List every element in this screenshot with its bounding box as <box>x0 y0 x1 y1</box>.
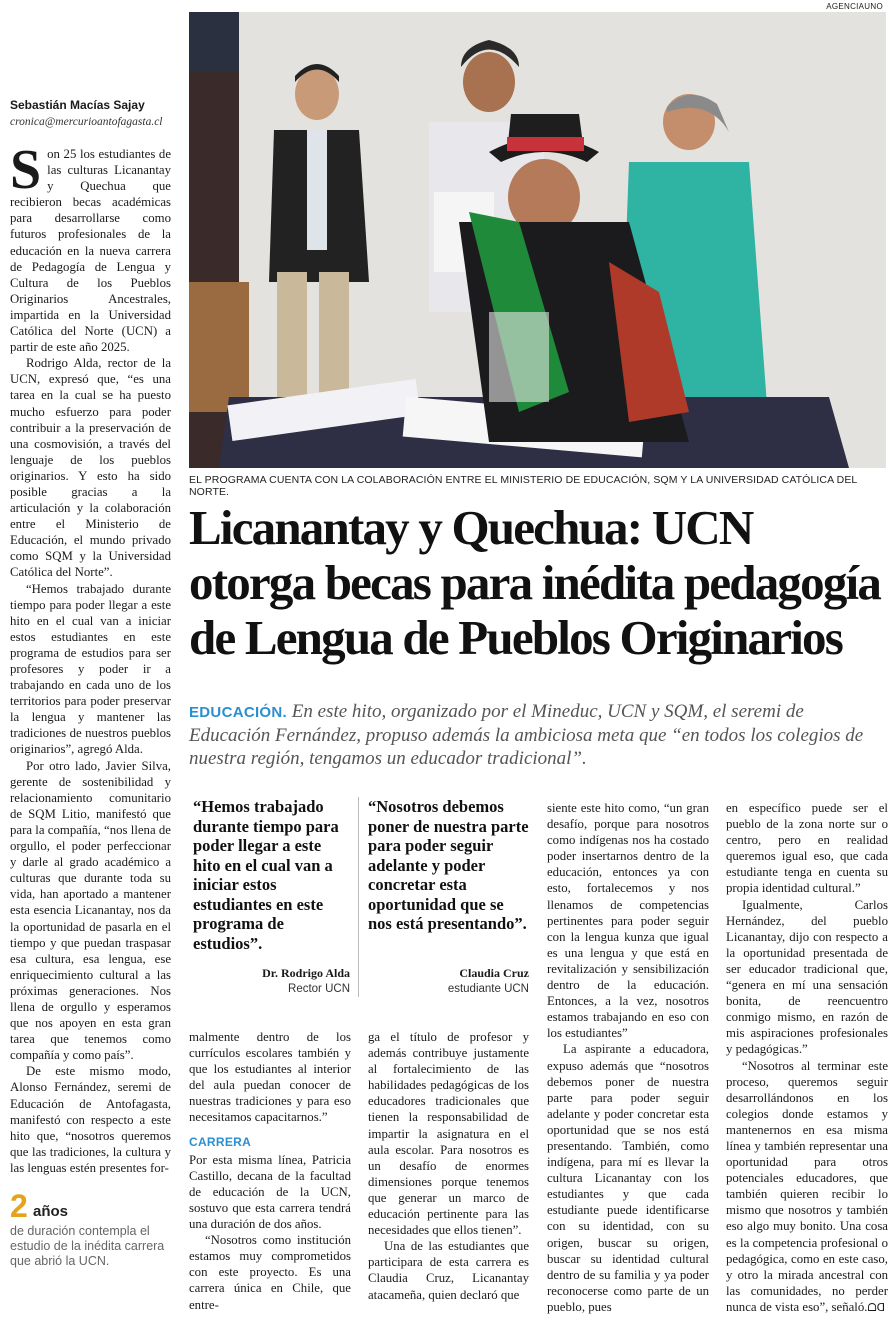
fact-unit: años <box>33 1203 69 1220</box>
quote-author-name: Dr. Rodrigo Alda <box>262 966 350 980</box>
paragraph: Igualmente, Carlos Hernández, del pueblo Licanantay, dijo con respecto a la oportunidad presentada de ser educador tradicional que, “genera en mí una sensación bonita, de reencuentro conmigo mismo, en razón de mis aspiraciones profesionales y pedagógicas.” <box>726 897 888 1057</box>
photo-credit: AGENCIAUNO <box>826 2 883 11</box>
fact-text: de duración contempla el estudio de la inédita carrera que abrió la UCN. <box>10 1224 165 1268</box>
body-column-5 <box>726 800 888 1316</box>
author-name: Sebastián Macías Sajay <box>10 98 145 112</box>
paragraph: ga el título de profesor y además contribuye justamente al fortalecimiento de las habilidades pedagógicas de los educadores tradicionales que tienen la responsabilidad de impartir la asignatura en el aula escolar. Para nosotros es un desafío de enormes dimensiones porque tenemos que generar un marco de educación pertinente para las necesidades que ellos tienen”. <box>368 1030 529 1238</box>
headline: Licanantay y Quechua: UCN otorga becas para inédita pedagogía de Lengua de Pueblos Originarios <box>189 500 881 665</box>
paragraph: siente este hito como, “un gran desafío, porque para nosotros como indígenas nos ha costado poder insertarnos dentro de la educación, entonces ya con esto, fortalecemos y nos llenamos de competencias pertinentes para poder seguir con la lengua kunza que igual es una lengua y que está en revitalización y sensibilización dentro de la educación. Entonces, a la vez, nosotros estamos trabajando en eso con los estudiantes” <box>547 801 709 1041</box>
author-email[interactable]: cronica@mercurioantofagasta.cl <box>10 116 163 128</box>
end-mark-icon: ᗝᗡ <box>867 1300 886 1314</box>
subheading: CARRERA <box>189 1134 252 1149</box>
paragraph: “Nosotros al terminar este proceso, queremos seguir desarrollándonos en los colegios donde estamos y mantenernos en esa misma línea y también representar una oportunidad para otros potenciales educadores, que también quieren recibir lo mismo que nosotros y también eso algo muy bonito. Una cosa es la competencia profesional o pedagógica, como en este caso, y otro la mirada ancestral con las comunidades, no perder nunca de vista eso”, señaló.ᗝᗡ <box>726 1058 888 1314</box>
pull-quote: “Hemos trabajado durante tiempo para poder llegar a este hito en el cual van a iniciar estos estudiantes en este programa de estudios”. <box>193 797 339 953</box>
quote-author-role: Rector UCN <box>288 983 350 995</box>
body-column-4 <box>547 800 709 1315</box>
section-kicker: EDUCACIÓN. <box>189 704 288 721</box>
paragraph: Son 25 los estudiantes de las culturas Licanantay y Quechua que recibieron becas académicas para desarrollarse como futuros profesionales de la educación en la nueva carrera de Pedagogía de Lengua y Cultura de los Pueblos Originarios Ancestrales, impartida en la Universidad Católica del Norte (UCN) a partir de este año 2025. <box>10 139 171 355</box>
body-column-1 <box>10 139 171 1176</box>
paragraph: en específico puede ser el pueblo de la zona norte sur o centro, pero en realidad queremos igual eso, que cada estudiante tenga en cuenta su propia identidad cultural.” <box>726 801 888 896</box>
deck <box>189 700 869 770</box>
paragraph: La aspirante a educadora, expuso además que “nosotros debemos poner de nuestra parte para poder seguir adelante y poder concretar esta oportunidad que se nos está presentando. También, como indígena, para mí es llevar la cultura Licanantay con los estudiantes y que cada estudiante puede identificarse con su identidad, con su origen, buscar su origen, buscar su identidad cultural dentro de su familia y ya poder reconocerse como parte de un pueblo, pues <box>547 1042 709 1314</box>
deck-text: En este hito, organizado por el Mineduc, UCN y SQM, el seremi de Educación Fernández, propuso además la ambiciosa meta que “en todos los colegios de nuestra región, tengamos un educador tradicional”. <box>189 701 864 769</box>
paragraph: De este mismo modo, Alonso Fernández, seremi de Educación de Antofagasta, manifestó con respecto a este hito que, “nosotros queremos que las tradiciones, la cultura y las lenguas estén presentes for- <box>10 1064 171 1175</box>
drop-cap: S <box>10 139 42 201</box>
paragraph: “Hemos trabajado durante tiempo para poder llegar a este hito en el cual van a iniciar estos estudiantes en este programa de estudios para ser profesores y poder ir a trabajando en cada uno de los territorios para poder preservar la lengua y mantener las tradiciones de nuestros pueblos originarios”, agregó Alda. <box>10 581 171 757</box>
fact-number: 2 <box>10 1188 28 1224</box>
paragraph: Por esta misma línea, Patricia Castillo, decana de la facultad de educación de la UCN, sostuvo que esta carrera tendrá una duración de dos años. <box>189 1152 351 1232</box>
paragraph: malmente dentro de los currículos escolares también y que los estudiantes al interior del aula puedan conocer de nuestras tradiciones y para eso necesitamos capacitarnos.” <box>189 1030 351 1125</box>
paragraph: Por otro lado, Javier Silva, gerente de sostenibilidad y relacionamiento comunitario de SQM Litio, manifestó que para la compañía, “nos llena de orgullo, el poder perfeccionar y darle al grado académico a culturas que durante toda su vida, han aportado a mantener esta esencia Licanantay, nos da la oportunidad de pasarla en el tiempo y que puedan traspasar esa cultura, esa lengua, ese enriquecimiento cultural a las próximas generaciones. Nos llena de orgullo y esperamos que nos apoyen en esta gran tarea que tenemos como compañía y como país”. <box>10 758 171 1063</box>
article-photo <box>189 12 886 468</box>
body-column-2 <box>189 1029 351 1313</box>
photo-caption: EL PROGRAMA CUENTA CON LA COLABORACIÓN ENTRE EL MINISTERIO DE EDUCACIÓN, SQM Y LA UNIVERSIDAD CATÓLICA DEL NORTE. <box>189 474 857 498</box>
body-column-3 <box>368 1029 529 1303</box>
quote-author-name: Claudia Cruz <box>459 966 529 980</box>
paragraph: “Nosotros como institución estamos muy comprometidos con este proyecto. Es una carrera única en Chile, que entre- <box>189 1233 351 1312</box>
column-divider <box>358 797 359 997</box>
paragraph: Una de las estudiantes que participara de esta carrera es Claudia Cruz, Licanantay atacameña, quien declaró que <box>368 1239 529 1302</box>
photo-illustration <box>189 12 886 468</box>
paragraph: Rodrigo Alda, rector de la UCN, expresó que, “es una tarea en la cual se ha puesto mucho esfuerzo para poder contribuir a la preservación de una cosmovisión, a través del lenguaje de los pueblos originarios. Y esto ha sido posible gracias a la articulación y la colaboración entre el Ministerio de Educación, el mundo privado como SQM y la Universidad Católica del Norte”. <box>10 356 171 580</box>
quote-author-role: estudiante UCN <box>447 983 529 995</box>
pull-quote: “Nosotros debemos poner de nuestra parte para poder seguir adelante y poder concretar esta oportunidad que se nos está presentando”. <box>368 797 529 933</box>
